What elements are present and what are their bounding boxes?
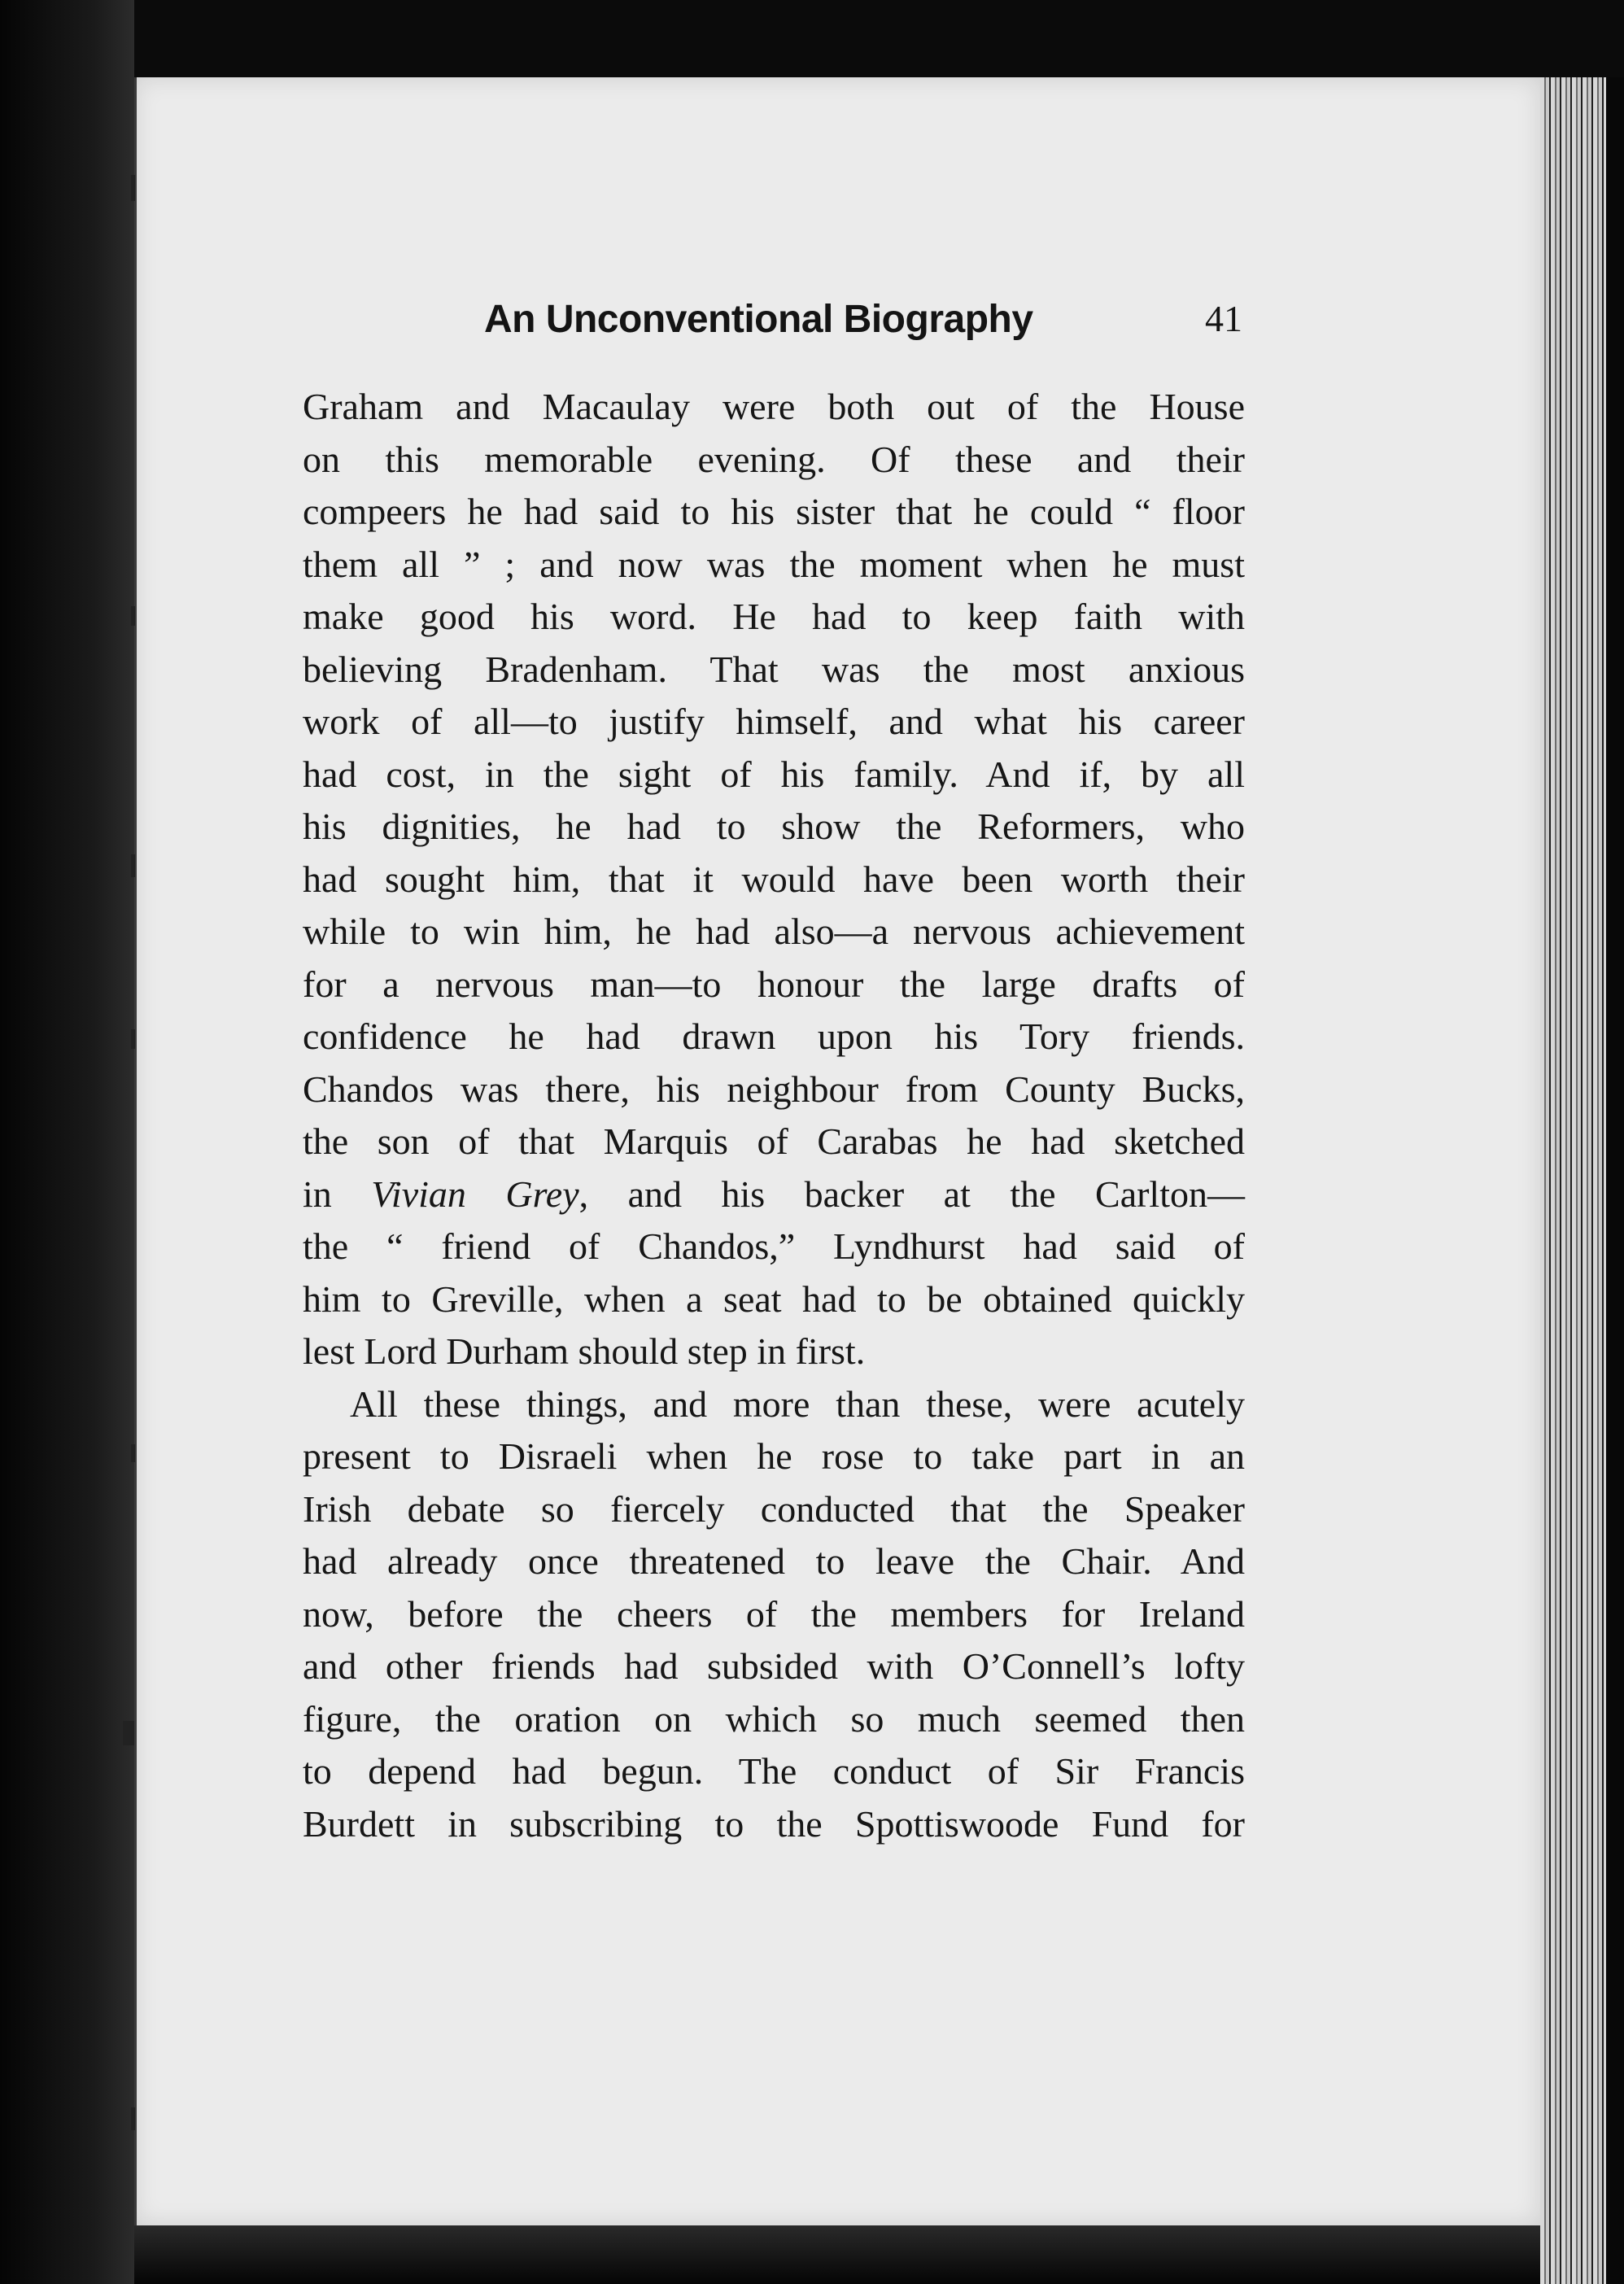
text-line: and other friends had subsided with O’Connell’s lofty	[303, 1645, 1245, 1687]
text-line: for a nervous man—to honour the large drafts of	[303, 963, 1245, 1005]
text-line: while to win him, he had also—a nervous achievement	[303, 911, 1245, 952]
body-text	[303, 381, 1245, 1850]
gutter-mark	[131, 2107, 135, 2130]
text-line: his dignities, he had to show the Reformers, who	[303, 806, 1245, 847]
gutter-mark	[131, 1029, 135, 1049]
text-line: confidence he had drawn upon his Tory friends.	[303, 1015, 1245, 1057]
text-line: lest Lord Durham should step in first.	[303, 1330, 866, 1372]
running-head-title: An Unconventional Biography	[484, 298, 1033, 341]
gutter-mark	[123, 1721, 134, 1745]
text-line: figure, the oration on which so much seemed then	[303, 1697, 1245, 1740]
text-line: had already once threatened to leave the Chair. And	[303, 1540, 1245, 1582]
gutter-mark	[131, 1444, 135, 1462]
text-line: the son of that Marquis of Carabas he had sketched	[303, 1120, 1245, 1162]
running-head	[484, 297, 1242, 354]
text-line-with-italic-title: in Vivian Grey, and his backer at the Carlton—	[303, 1173, 1245, 1215]
text-line: All these things, and more than these, were acutely	[350, 1382, 1245, 1425]
book-page-edges-right	[1540, 77, 1624, 2284]
text-line: compeers he had said to his sister that he could “ floor	[303, 491, 1245, 532]
text-line: them all ” ; and now was the moment when he must	[303, 543, 1245, 585]
text-line: Burdett in subscribing to the Spottiswoode Fund for	[303, 1802, 1245, 1845]
paragraph	[303, 1378, 1245, 1851]
text-line: work of all—to justify himself, and what his career	[303, 701, 1245, 742]
gutter-mark	[131, 854, 135, 877]
text-line: the “ friend of Chandos,” Lyndhurst had said of	[303, 1225, 1245, 1267]
text-line: had cost, in the sight of his family. And if, by all	[303, 753, 1245, 795]
text-line: him to Greville, when a seat had to be obtained quickly	[303, 1277, 1245, 1320]
text-line: believing Bradenham. That was the most anxious	[303, 648, 1245, 690]
text-line: on this memorable evening. Of these and their	[303, 438, 1245, 480]
text-line: now, before the cheers of the members for Ireland	[303, 1592, 1245, 1635]
text-line: Graham and Macaulay were both out of the House	[303, 386, 1245, 427]
book-page-edge-bottom	[134, 2225, 1540, 2284]
text-line: had sought him, that it would have been worth their	[303, 858, 1245, 900]
gutter-mark	[131, 606, 135, 626]
text-line: present to Disraeli when he rose to take part in an	[303, 1435, 1245, 1477]
text-line: to depend had begun. The conduct of Sir Francis	[303, 1750, 1245, 1792]
text-line: Chandos was there, his neighbour from County Bucks,	[303, 1068, 1245, 1110]
italic-title: Vivian Grey	[371, 1173, 579, 1215]
text-line: Irish debate so fiercely conducted that the Speaker	[303, 1487, 1245, 1530]
text-line: make good his word. He had to keep faith with	[303, 596, 1245, 637]
page-number: 41	[1205, 298, 1242, 339]
gutter-mark	[131, 175, 135, 201]
book-spine-left	[0, 0, 134, 2284]
paragraph	[303, 381, 1245, 1378]
page-gutter-line	[134, 77, 137, 2225]
